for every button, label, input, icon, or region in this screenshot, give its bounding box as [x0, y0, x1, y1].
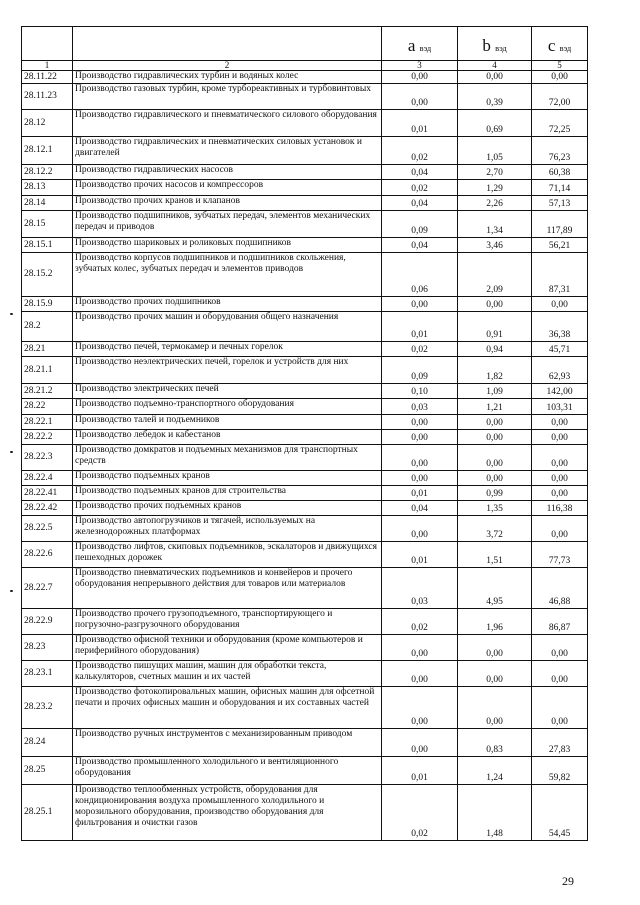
row-value-b: 1,48	[458, 785, 532, 841]
row-value-a: 0,01	[382, 110, 458, 137]
table-row	[22, 357, 588, 384]
row-code: 28.15	[22, 211, 73, 238]
column-number: 3	[382, 61, 458, 71]
row-value-b: 1,82	[458, 357, 532, 384]
row-value-c: 76,23	[532, 137, 588, 165]
row-name: Производство газовых турбин, кроме турбореактивных и турбовинтовых	[73, 84, 382, 110]
row-name: Производство талей и подъемников	[73, 415, 382, 430]
table-row	[22, 415, 588, 430]
row-value-a: 0,09	[382, 211, 458, 238]
row-value-c: 54,45	[532, 785, 588, 841]
row-value-a: 0,04	[382, 165, 458, 180]
row-value-b: 1,05	[458, 137, 532, 165]
row-code: 28.22.1	[22, 415, 73, 430]
row-value-c: 62,93	[532, 357, 588, 384]
row-value-b: 2,70	[458, 165, 532, 180]
row-value-b: 1,51	[458, 542, 532, 568]
table-row	[22, 84, 588, 110]
row-name: Производство прочего грузоподъемного, транспортирующего и погрузочно-разгрузочного оборудования	[73, 609, 382, 635]
row-code: 28.23.1	[22, 661, 73, 687]
row-value-c: 0,00	[532, 635, 588, 661]
row-value-c: 77,73	[532, 542, 588, 568]
row-value-c: 0,00	[532, 486, 588, 501]
table-header-row	[22, 27, 588, 61]
header-col-c: с вэд	[532, 27, 588, 61]
page-number: 29	[562, 874, 574, 888]
row-name: Производство подъемных кранов для строительства	[73, 486, 382, 501]
table-row	[22, 342, 588, 357]
row-name: Производство домкратов и подъемных механизмов для транспортных средств	[73, 445, 382, 471]
row-name: Производство гидравлических насосов	[73, 165, 382, 180]
header-name-cell	[73, 27, 382, 61]
row-name: Производство гидравлических и пневматических силовых установок и двигателей	[73, 137, 382, 165]
row-value-b: 0,00	[458, 430, 532, 445]
row-name: Производство прочих кранов и клапанов	[73, 196, 382, 211]
row-value-c: 27,83	[532, 729, 588, 757]
row-value-c: 117,89	[532, 211, 588, 238]
row-value-b: 0,00	[458, 297, 532, 312]
row-value-a: 0,09	[382, 357, 458, 384]
coefficients-table	[21, 26, 588, 841]
table-row	[22, 137, 588, 165]
row-value-c: 0,00	[532, 445, 588, 471]
table-row	[22, 516, 588, 542]
row-code: 28.22.6	[22, 542, 73, 568]
table-row	[22, 71, 588, 84]
row-value-a: 0,00	[382, 661, 458, 687]
row-value-b: 0,00	[458, 445, 532, 471]
row-code: 28.15.2	[22, 253, 73, 297]
row-value-b: 0,00	[458, 415, 532, 430]
row-name: Производство промышленного холодильного и вентиляционного оборудования	[73, 757, 382, 785]
row-name: Производство пневматических подъемников и конвейеров и прочего оборудования непрерывного действия для товаров или материалов	[73, 568, 382, 609]
column-number: 5	[532, 61, 588, 71]
row-name: Производство электрических печей	[73, 384, 382, 399]
table-row	[22, 445, 588, 471]
table-row	[22, 609, 588, 635]
column-number: 2	[73, 61, 382, 71]
row-value-a: 0,00	[382, 729, 458, 757]
row-value-c: 36,38	[532, 312, 588, 342]
row-value-c: 56,21	[532, 238, 588, 253]
row-value-a: 0,00	[382, 71, 458, 84]
row-code: 28.22.42	[22, 501, 73, 516]
row-value-b: 0,00	[458, 71, 532, 84]
column-number: 4	[458, 61, 532, 71]
row-value-a: 0,00	[382, 471, 458, 486]
row-value-a: 0,02	[382, 342, 458, 357]
table-row	[22, 312, 588, 342]
row-value-b: 0,99	[458, 486, 532, 501]
row-value-b: 4,95	[458, 568, 532, 609]
table-row	[22, 180, 588, 196]
row-value-c: 142,00	[532, 384, 588, 399]
row-value-a: 0,00	[382, 430, 458, 445]
table-row	[22, 196, 588, 211]
table-row	[22, 253, 588, 297]
row-value-b: 0,91	[458, 312, 532, 342]
row-value-b: 2,09	[458, 253, 532, 297]
row-value-c: 71,14	[532, 180, 588, 196]
row-value-c: 0,00	[532, 71, 588, 84]
row-code: 28.21.1	[22, 357, 73, 384]
row-code: 28.22.3	[22, 445, 73, 471]
row-value-c: 45,71	[532, 342, 588, 357]
scan-speck	[10, 451, 13, 453]
header-code-cell	[22, 27, 73, 61]
scan-speck	[10, 590, 13, 592]
row-code: 28.22.5	[22, 516, 73, 542]
column-number: 1	[22, 61, 73, 71]
row-value-c: 0,00	[532, 415, 588, 430]
row-code: 28.23.2	[22, 687, 73, 729]
row-value-a: 0,01	[382, 542, 458, 568]
header-col-a: а вэд	[382, 27, 458, 61]
row-name: Производство фотокопировальных машин, офисных машин для офсетной печати и прочих офисных машин и оборудования и их составных частей	[73, 687, 382, 729]
row-code: 28.21	[22, 342, 73, 357]
row-value-a: 0,00	[382, 297, 458, 312]
row-value-a: 0,10	[382, 384, 458, 399]
table-row	[22, 785, 588, 841]
row-value-b: 1,34	[458, 211, 532, 238]
row-value-b: 3,46	[458, 238, 532, 253]
row-value-c: 0,00	[532, 430, 588, 445]
row-value-b: 1,21	[458, 399, 532, 415]
row-name: Производство подшипников, зубчатых передач, элементов механических передач и приводов	[73, 211, 382, 238]
row-value-a: 0,02	[382, 785, 458, 841]
row-value-c: 0,00	[532, 687, 588, 729]
table-row	[22, 471, 588, 486]
row-value-b: 0,00	[458, 687, 532, 729]
row-value-b: 0,69	[458, 110, 532, 137]
row-name: Производство печей, термокамер и печных горелок	[73, 342, 382, 357]
row-value-c: 72,00	[532, 84, 588, 110]
row-value-c: 0,00	[532, 297, 588, 312]
table-row	[22, 542, 588, 568]
row-name: Производство прочих машин и оборудования общего назначения	[73, 312, 382, 342]
table-row	[22, 687, 588, 729]
row-name: Производство автопогрузчиков и тягачей, используемых на железнодорожных платформах	[73, 516, 382, 542]
row-value-a: 0,00	[382, 516, 458, 542]
row-value-c: 59,82	[532, 757, 588, 785]
row-code: 28.15.1	[22, 238, 73, 253]
row-value-b: 0,00	[458, 471, 532, 486]
row-value-a: 0,00	[382, 445, 458, 471]
table-row	[22, 486, 588, 501]
row-value-a: 0,00	[382, 635, 458, 661]
row-value-a: 0,04	[382, 196, 458, 211]
row-value-a: 0,00	[382, 84, 458, 110]
row-code: 28.22.7	[22, 568, 73, 609]
row-value-a: 0,03	[382, 568, 458, 609]
row-name: Производство теплообменных устройств, оборудования для кондиционирования воздуха промышленного холодильного и морозильного оборудования, производство оборудования для фильтрования и очистки газов	[73, 785, 382, 841]
table-row	[22, 635, 588, 661]
table-row	[22, 430, 588, 445]
row-value-a: 0,02	[382, 180, 458, 196]
table-row	[22, 384, 588, 399]
row-name: Производство гидравлических турбин и водяных колес	[73, 71, 382, 84]
row-value-b: 1,96	[458, 609, 532, 635]
row-value-c: 103,31	[532, 399, 588, 415]
row-value-c: 46,88	[532, 568, 588, 609]
table-row	[22, 729, 588, 757]
row-value-a: 0,02	[382, 609, 458, 635]
row-value-b: 0,00	[458, 635, 532, 661]
row-value-a: 0,00	[382, 687, 458, 729]
row-code: 28.22	[22, 399, 73, 415]
row-code: 28.25.1	[22, 785, 73, 841]
row-value-a: 0,01	[382, 757, 458, 785]
row-value-c: 87,31	[532, 253, 588, 297]
row-value-c: 0,00	[532, 471, 588, 486]
row-name: Производство лебедок и кабестанов	[73, 430, 382, 445]
row-value-c: 57,13	[532, 196, 588, 211]
row-value-b: 0,83	[458, 729, 532, 757]
row-value-b: 0,00	[458, 661, 532, 687]
row-value-b: 0,94	[458, 342, 532, 357]
row-name: Производство шариковых и роликовых подшипников	[73, 238, 382, 253]
row-value-a: 0,02	[382, 137, 458, 165]
row-name: Производство корпусов подшипников и подшипников скольжения, зубчатых колес, зубчатых передач и элементов приводов	[73, 253, 382, 297]
row-value-c: 72,25	[532, 110, 588, 137]
row-value-b: 3,72	[458, 516, 532, 542]
table-row	[22, 757, 588, 785]
row-code: 28.15.9	[22, 297, 73, 312]
row-name: Производство подъемно-транспортного оборудования	[73, 399, 382, 415]
row-code: 28.23	[22, 635, 73, 661]
row-value-c: 86,87	[532, 609, 588, 635]
row-code: 28.12.2	[22, 165, 73, 180]
column-number-row	[22, 61, 588, 71]
table-row	[22, 568, 588, 609]
row-code: 28.11.22	[22, 71, 73, 84]
table-row	[22, 165, 588, 180]
scan-speck	[10, 313, 13, 315]
row-code: 28.25	[22, 757, 73, 785]
row-value-a: 0,03	[382, 399, 458, 415]
row-value-b: 2,26	[458, 196, 532, 211]
row-name: Производство прочих подшипников	[73, 297, 382, 312]
row-name: Производство прочих насосов и компрессоров	[73, 180, 382, 196]
row-value-a: 0,04	[382, 501, 458, 516]
table-row	[22, 211, 588, 238]
table-row	[22, 110, 588, 137]
row-name: Производство пишущих машин, машин для обработки текста, калькуляторов, счетных машин и их частей	[73, 661, 382, 687]
row-value-b: 1,29	[458, 180, 532, 196]
row-name: Производство лифтов, скиповых подъемников, эскалаторов и движущихся пешеходных дорожек	[73, 542, 382, 568]
row-value-a: 0,06	[382, 253, 458, 297]
row-code: 28.12.1	[22, 137, 73, 165]
table-row	[22, 238, 588, 253]
row-code: 28.22.2	[22, 430, 73, 445]
row-code: 28.22.4	[22, 471, 73, 486]
row-name: Производство неэлектрических печей, горелок и устройств для них	[73, 357, 382, 384]
row-code: 28.2	[22, 312, 73, 342]
row-value-a: 0,04	[382, 238, 458, 253]
table-row	[22, 661, 588, 687]
row-code: 28.22.9	[22, 609, 73, 635]
row-name: Производство подъемных кранов	[73, 471, 382, 486]
row-value-a: 0,00	[382, 415, 458, 430]
table-row	[22, 297, 588, 312]
row-value-a: 0,01	[382, 312, 458, 342]
row-value-b: 0,39	[458, 84, 532, 110]
row-name: Производство ручных инструментов с механизированным приводом	[73, 729, 382, 757]
table-row	[22, 399, 588, 415]
row-code: 28.24	[22, 729, 73, 757]
row-value-c: 60,38	[532, 165, 588, 180]
table-row	[22, 501, 588, 516]
row-value-b: 1,24	[458, 757, 532, 785]
row-code: 28.22.41	[22, 486, 73, 501]
row-code: 28.12	[22, 110, 73, 137]
header-col-b: b вэд	[458, 27, 532, 61]
row-code: 28.21.2	[22, 384, 73, 399]
row-value-c: 116,38	[532, 501, 588, 516]
row-value-c: 0,00	[532, 661, 588, 687]
row-name: Производство прочих подъемных кранов	[73, 501, 382, 516]
row-code: 28.13	[22, 180, 73, 196]
row-value-c: 0,00	[532, 516, 588, 542]
row-value-b: 1,35	[458, 501, 532, 516]
row-value-b: 1,09	[458, 384, 532, 399]
row-code: 28.11.23	[22, 84, 73, 110]
row-name: Производство офисной техники и оборудования (кроме компьютеров и периферийного оборудования)	[73, 635, 382, 661]
row-name: Производство гидравлического и пневматического силового оборудования	[73, 110, 382, 137]
row-value-a: 0,01	[382, 486, 458, 501]
row-code: 28.14	[22, 196, 73, 211]
